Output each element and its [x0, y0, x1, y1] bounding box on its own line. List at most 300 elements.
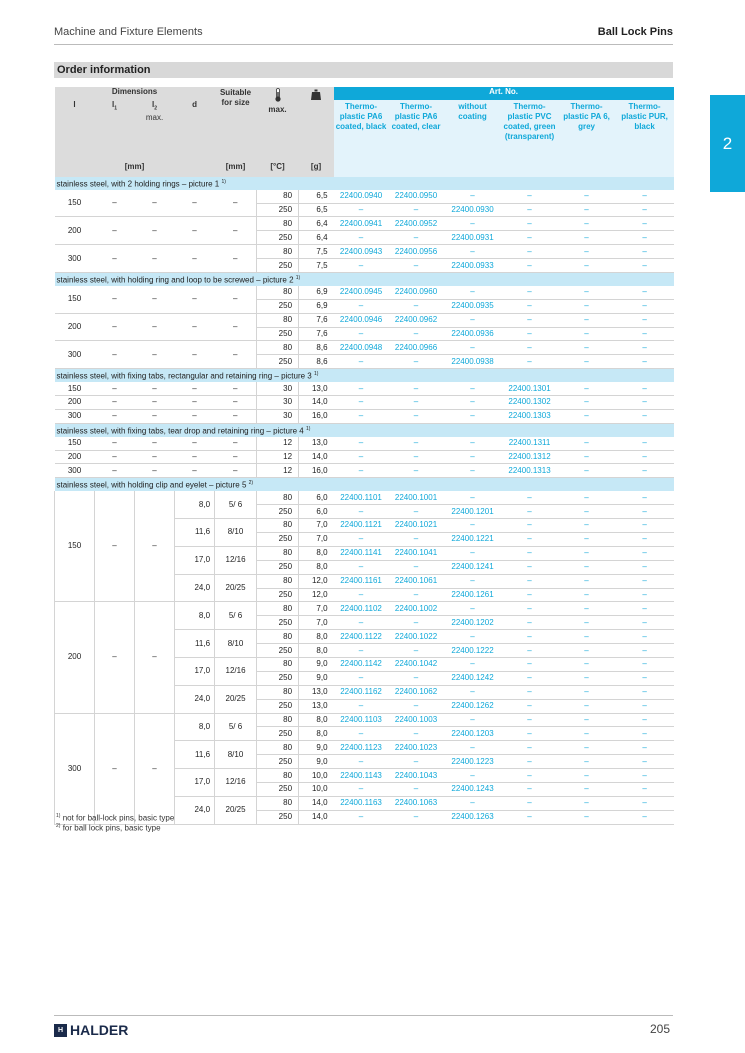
- table-cell: 5/ 6: [215, 491, 257, 518]
- table-cell: –: [558, 341, 616, 355]
- table-cell: –: [616, 245, 674, 259]
- table-cell: 250: [257, 810, 299, 824]
- table-cell: 20/25: [215, 685, 257, 713]
- table-cell: 250: [257, 671, 299, 685]
- table-cell: 12/16: [215, 546, 257, 574]
- table-cell: –: [389, 532, 444, 546]
- table-cell: 8/10: [215, 741, 257, 769]
- table-cell: 150: [55, 286, 95, 313]
- table-cell: 22400.1061: [389, 574, 444, 588]
- d-header: d: [175, 100, 215, 162]
- table-cell: –: [135, 190, 175, 217]
- table-cell: 80: [257, 630, 299, 644]
- table-cell: 22400.1241: [444, 560, 502, 574]
- table-cell: 22400.1041: [389, 546, 444, 560]
- category-label: stainless steel, with holding ring and loop to be screwed – picture 2 $^{1)}$: [55, 273, 674, 286]
- table-cell: –: [616, 203, 674, 217]
- table-row: [55, 341, 674, 355]
- table-cell: –: [389, 409, 444, 423]
- table-cell: 22400.1311: [502, 437, 558, 450]
- table-cell: –: [389, 464, 444, 478]
- table-cell: 300: [55, 464, 95, 478]
- table-cell: –: [502, 217, 558, 231]
- table-cell: 80: [257, 657, 299, 671]
- table-cell: –: [502, 259, 558, 273]
- table-cell: –: [616, 190, 674, 203]
- table-cell: –: [95, 341, 135, 369]
- table-cell: 13,0: [299, 382, 334, 395]
- table-cell: 250: [257, 505, 299, 519]
- table-cell: 11,6: [175, 741, 215, 769]
- table-cell: –: [175, 437, 215, 450]
- table-cell: 22400.1002: [389, 602, 444, 616]
- table-cell: –: [558, 810, 616, 824]
- table-cell: –: [558, 546, 616, 560]
- table-cell: –: [389, 259, 444, 273]
- table-cell: 22400.1063: [389, 796, 444, 810]
- category-row: [55, 177, 674, 190]
- table-cell: 22400.1313: [502, 464, 558, 478]
- table-cell: 80: [257, 245, 299, 259]
- table-cell: –: [616, 217, 674, 231]
- table-cell: –: [175, 464, 215, 478]
- table-cell: –: [502, 713, 558, 727]
- table-cell: –: [334, 671, 389, 685]
- table-cell: –: [444, 450, 502, 464]
- logo-mark-icon: H: [54, 1024, 67, 1037]
- table-cell: 200: [55, 450, 95, 464]
- table-cell: –: [95, 217, 135, 245]
- table-cell: –: [215, 341, 257, 369]
- table-cell: –: [175, 450, 215, 464]
- table-cell: 22400.0938: [444, 355, 502, 369]
- table-cell: –: [444, 382, 502, 395]
- table-cell: –: [502, 727, 558, 741]
- table-cell: –: [135, 491, 175, 602]
- table-cell: –: [558, 464, 616, 478]
- table-cell: 8,0: [299, 727, 334, 741]
- table-row: [55, 713, 674, 727]
- table-cell: 250: [257, 231, 299, 245]
- table-cell: –: [558, 355, 616, 369]
- table-cell: 80: [257, 602, 299, 616]
- table-cell: 22400.1143: [334, 769, 389, 783]
- table-cell: 22400.0940: [334, 190, 389, 203]
- category-label: stainless steel, with fixing tabs, rectangular and retaining ring – picture 3 $^{1)}$: [55, 369, 674, 382]
- table-cell: –: [502, 699, 558, 713]
- table-cell: 16,0: [299, 464, 334, 478]
- table-cell: –: [502, 299, 558, 313]
- table-cell: 22400.1101: [334, 491, 389, 504]
- table-cell: –: [502, 313, 558, 327]
- table-cell: 80: [257, 796, 299, 810]
- table-cell: 8,0: [299, 630, 334, 644]
- header-chapter: Machine and Fixture Elements: [54, 26, 203, 38]
- table-cell: 80: [257, 546, 299, 560]
- table-cell: 250: [257, 560, 299, 574]
- table-row: [55, 313, 674, 327]
- table-cell: –: [135, 602, 175, 713]
- table-cell: 12/16: [215, 769, 257, 797]
- table-cell: 250: [257, 355, 299, 369]
- table-cell: –: [334, 464, 389, 478]
- table-cell: 80: [257, 769, 299, 783]
- table-cell: –: [175, 245, 215, 273]
- table-cell: –: [558, 602, 616, 616]
- col-pa6-black: Thermo-plastic PA6 coated, black: [334, 100, 389, 162]
- table-cell: 7,6: [299, 313, 334, 327]
- table-cell: 22400.1043: [389, 769, 444, 783]
- table-cell: –: [135, 286, 175, 313]
- table-cell: –: [215, 382, 257, 395]
- table-cell: 22400.1303: [502, 409, 558, 423]
- table-cell: 22400.0952: [389, 217, 444, 231]
- category-row: [55, 369, 674, 382]
- table-cell: –: [334, 727, 389, 741]
- table-cell: 22400.1221: [444, 532, 502, 546]
- header-divider: [54, 44, 673, 45]
- table-cell: 300: [55, 245, 95, 273]
- table-cell: –: [616, 532, 674, 546]
- table-cell: –: [389, 355, 444, 369]
- table-cell: –: [215, 217, 257, 245]
- table-cell: 80: [257, 713, 299, 727]
- table-cell: 80: [257, 685, 299, 699]
- table-cell: –: [95, 713, 135, 824]
- col-uncoated: without coating: [444, 100, 502, 162]
- table-cell: –: [215, 313, 257, 341]
- table-cell: –: [616, 396, 674, 410]
- table-cell: 5/ 6: [215, 602, 257, 630]
- table-cell: 22400.1001: [389, 491, 444, 504]
- table-cell: –: [558, 657, 616, 671]
- table-cell: –: [558, 699, 616, 713]
- table-cell: –: [502, 546, 558, 560]
- table-cell: –: [175, 313, 215, 341]
- table-cell: –: [444, 741, 502, 755]
- table-cell: –: [502, 231, 558, 245]
- table-cell: –: [334, 810, 389, 824]
- table-cell: –: [444, 796, 502, 810]
- table-cell: 9,0: [299, 671, 334, 685]
- table-cell: –: [444, 341, 502, 355]
- unit-mm-size: [mm]: [215, 162, 257, 177]
- table-row: [55, 491, 674, 504]
- table-cell: –: [95, 409, 135, 423]
- table-cell: 20/25: [215, 796, 257, 824]
- table-cell: 22400.1163: [334, 796, 389, 810]
- table-cell: 250: [257, 644, 299, 658]
- table-cell: –: [502, 685, 558, 699]
- category-row: [55, 273, 674, 286]
- table-cell: –: [558, 574, 616, 588]
- table-cell: 250: [257, 327, 299, 341]
- table-cell: –: [389, 699, 444, 713]
- table-cell: –: [444, 685, 502, 699]
- table-cell: 80: [257, 190, 299, 203]
- table-cell: –: [616, 630, 674, 644]
- table-cell: –: [502, 796, 558, 810]
- table-cell: –: [616, 588, 674, 602]
- table-cell: 22400.1142: [334, 657, 389, 671]
- table-cell: –: [558, 727, 616, 741]
- unit-gram: [g]: [299, 162, 334, 177]
- table-cell: –: [616, 685, 674, 699]
- table-cell: 8,6: [299, 355, 334, 369]
- table-row: [55, 190, 674, 203]
- table-cell: –: [502, 532, 558, 546]
- table-cell: 300: [55, 341, 95, 369]
- table-cell: –: [616, 560, 674, 574]
- table-cell: 20/25: [215, 574, 257, 602]
- table-cell: –: [444, 409, 502, 423]
- table-cell: –: [558, 685, 616, 699]
- table-cell: –: [444, 574, 502, 588]
- table-cell: 8,6: [299, 341, 334, 355]
- table-cell: –: [175, 382, 215, 395]
- table-cell: –: [389, 616, 444, 630]
- table-cell: 22400.0950: [389, 190, 444, 203]
- category-label: stainless steel, with 2 holding rings – picture 1 $^{1)}$: [55, 177, 674, 190]
- table-cell: –: [558, 313, 616, 327]
- table-cell: 80: [257, 519, 299, 533]
- page-number: 205: [649, 1022, 670, 1036]
- table-cell: 6,5: [299, 190, 334, 203]
- table-cell: 6,9: [299, 286, 334, 299]
- table-cell: 13,0: [299, 699, 334, 713]
- table-cell: –: [616, 231, 674, 245]
- table-cell: –: [135, 464, 175, 478]
- table-cell: 22400.0966: [389, 341, 444, 355]
- table-cell: 22400.1263: [444, 810, 502, 824]
- table-cell: 80: [257, 286, 299, 299]
- table-cell: 22400.1243: [444, 782, 502, 796]
- table-cell: –: [135, 409, 175, 423]
- table-cell: 9,0: [299, 741, 334, 755]
- table-cell: 22400.0956: [389, 245, 444, 259]
- table-cell: 12: [257, 437, 299, 450]
- table-cell: –: [334, 755, 389, 769]
- table-cell: –: [95, 313, 135, 341]
- table-cell: 22400.0933: [444, 259, 502, 273]
- weight-icon: [310, 89, 322, 101]
- table-cell: 6,0: [299, 491, 334, 504]
- table-cell: –: [558, 532, 616, 546]
- table-cell: –: [444, 313, 502, 327]
- table-cell: 8,0: [175, 713, 215, 741]
- table-cell: 22400.1161: [334, 574, 389, 588]
- l-header: l: [55, 100, 95, 162]
- table-cell: –: [334, 588, 389, 602]
- table-cell: –: [558, 713, 616, 727]
- table-cell: –: [444, 190, 502, 203]
- table-cell: –: [558, 450, 616, 464]
- table-cell: –: [135, 217, 175, 245]
- table-cell: –: [334, 409, 389, 423]
- table-cell: –: [502, 574, 558, 588]
- table-cell: 22400.1123: [334, 741, 389, 755]
- table-cell: –: [502, 630, 558, 644]
- table-cell: –: [334, 616, 389, 630]
- temperature-header: [257, 87, 299, 162]
- table-cell: –: [389, 560, 444, 574]
- table-cell: –: [444, 245, 502, 259]
- table-cell: –: [175, 341, 215, 369]
- table-cell: 200: [55, 602, 95, 713]
- table-cell: –: [558, 782, 616, 796]
- l1-header: $l_1$: [95, 100, 135, 162]
- footnote-2: $^{2)}$ for ball lock pins, basic type: [56, 823, 161, 833]
- table-cell: –: [215, 450, 257, 464]
- table-cell: –: [95, 382, 135, 395]
- table-cell: 22400.1202: [444, 616, 502, 630]
- table-cell: –: [135, 713, 175, 824]
- table-cell: 10,0: [299, 769, 334, 783]
- table-cell: –: [558, 217, 616, 231]
- table-cell: 24,0: [175, 685, 215, 713]
- table-cell: 14,0: [299, 450, 334, 464]
- table-cell: –: [389, 396, 444, 410]
- table-cell: –: [558, 741, 616, 755]
- table-cell: 7,5: [299, 245, 334, 259]
- table-cell: –: [444, 713, 502, 727]
- table-cell: 14,0: [299, 796, 334, 810]
- table-cell: –: [334, 699, 389, 713]
- table-cell: 9,0: [299, 657, 334, 671]
- table-cell: 24,0: [175, 574, 215, 602]
- category-row: [55, 478, 674, 491]
- table-cell: 22400.1003: [389, 713, 444, 727]
- table-cell: 8,0: [175, 602, 215, 630]
- table-cell: 22400.0960: [389, 286, 444, 299]
- table-cell: –: [215, 245, 257, 273]
- table-row: [55, 286, 674, 299]
- category-label: stainless steel, with fixing tabs, tear drop and retaining ring – picture 4 $^{1)}$: [55, 423, 674, 436]
- table-cell: 200: [55, 217, 95, 245]
- table-cell: –: [444, 769, 502, 783]
- table-cell: –: [502, 755, 558, 769]
- table-cell: –: [389, 450, 444, 464]
- table-cell: –: [95, 602, 135, 713]
- chapter-tab[interactable]: 2: [710, 95, 745, 192]
- table-cell: –: [616, 616, 674, 630]
- table-cell: –: [334, 231, 389, 245]
- table-cell: 22400.1103: [334, 713, 389, 727]
- table-cell: 6,4: [299, 231, 334, 245]
- table-cell: –: [558, 671, 616, 685]
- table-cell: 8,0: [299, 546, 334, 560]
- table-cell: –: [389, 203, 444, 217]
- table-cell: –: [558, 630, 616, 644]
- table-cell: 22400.1102: [334, 602, 389, 616]
- table-cell: –: [502, 505, 558, 519]
- table-cell: 80: [257, 341, 299, 355]
- table-cell: –: [444, 437, 502, 450]
- unit-mm: [mm]: [55, 162, 215, 177]
- table-cell: 17,0: [175, 546, 215, 574]
- table-row: [55, 245, 674, 259]
- table-row: [55, 450, 674, 464]
- table-cell: –: [616, 671, 674, 685]
- table-cell: –: [389, 588, 444, 602]
- table-cell: –: [334, 396, 389, 410]
- table-cell: –: [215, 396, 257, 410]
- art-no-header: Art. No.: [334, 87, 674, 100]
- table-row: [55, 602, 674, 616]
- table-cell: –: [95, 245, 135, 273]
- table-cell: 22400.1261: [444, 588, 502, 602]
- table-cell: –: [502, 588, 558, 602]
- table-cell: 300: [55, 409, 95, 423]
- table-cell: 22400.0935: [444, 299, 502, 313]
- table-cell: 8,0: [299, 560, 334, 574]
- table-cell: 22400.1022: [389, 630, 444, 644]
- table-cell: –: [502, 560, 558, 574]
- table-cell: 22400.1301: [502, 382, 558, 395]
- table-cell: 17,0: [175, 657, 215, 685]
- table-cell: 14,0: [299, 396, 334, 410]
- table-cell: 22400.1262: [444, 699, 502, 713]
- table-cell: 12,0: [299, 574, 334, 588]
- table-cell: –: [334, 327, 389, 341]
- table-cell: –: [616, 286, 674, 299]
- table-cell: 7,0: [299, 519, 334, 533]
- table-cell: –: [389, 727, 444, 741]
- table-cell: –: [175, 409, 215, 423]
- table-cell: –: [444, 657, 502, 671]
- table-cell: 22400.1222: [444, 644, 502, 658]
- table-cell: –: [334, 782, 389, 796]
- col-pa6-clear: Thermo-plastic PA6 coated, clear: [389, 100, 444, 162]
- table-cell: –: [502, 245, 558, 259]
- table-cell: –: [502, 286, 558, 299]
- table-cell: –: [175, 190, 215, 217]
- table-cell: –: [502, 190, 558, 203]
- table-cell: 11,6: [175, 630, 215, 658]
- table-cell: –: [135, 313, 175, 341]
- table-cell: 150: [55, 437, 95, 450]
- table-cell: 22400.1023: [389, 741, 444, 755]
- table-cell: –: [502, 741, 558, 755]
- table-cell: –: [558, 396, 616, 410]
- table-cell: 12: [257, 450, 299, 464]
- table-cell: –: [444, 217, 502, 231]
- table-cell: –: [502, 671, 558, 685]
- table-cell: –: [558, 382, 616, 395]
- table-cell: –: [444, 519, 502, 533]
- table-cell: 22400.1162: [334, 685, 389, 699]
- table-cell: –: [135, 396, 175, 410]
- table-cell: –: [334, 259, 389, 273]
- table-cell: 250: [257, 588, 299, 602]
- table-cell: 30: [257, 409, 299, 423]
- table-cell: 24,0: [175, 796, 215, 824]
- table-cell: –: [502, 355, 558, 369]
- table-cell: 250: [257, 259, 299, 273]
- table-cell: –: [334, 505, 389, 519]
- table-cell: –: [558, 203, 616, 217]
- table-cell: –: [502, 519, 558, 533]
- table-cell: –: [334, 203, 389, 217]
- dimensions-header: Dimensions: [55, 87, 215, 100]
- table-cell: –: [389, 299, 444, 313]
- table-cell: –: [502, 341, 558, 355]
- table-cell: –: [616, 464, 674, 478]
- table-cell: 250: [257, 299, 299, 313]
- table-cell: 22400.0962: [389, 313, 444, 327]
- table-cell: 30: [257, 396, 299, 410]
- table-cell: –: [175, 217, 215, 245]
